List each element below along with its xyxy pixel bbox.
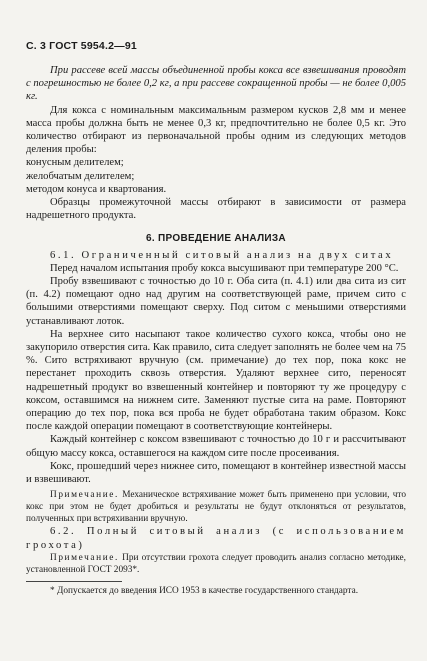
paragraph-drying: Перед началом испытания пробу кокса высушивают при температуре 200 °С. xyxy=(50,262,399,274)
note-no-screen xyxy=(26,552,406,576)
paragraph-sample-mass: Для кокса с номинальным максимальным размером кусков 2,8 мм и менее масса пробы должна быть не менее 0,3 кг, предпочтительно не более 0,5 кг. Это количество отбирают из первоначальной пробы одним из следующих методов деления пробы: xyxy=(26,104,406,156)
subsection-title-6-2: 6.2. Полный ситовый анализ (с использованием грохота) xyxy=(26,526,406,551)
document-body xyxy=(26,64,406,597)
footnote: * Допускается до введения ИСО 1953 в качестве государственного стандарта. xyxy=(50,585,359,596)
list-item: конусным делителем; xyxy=(26,157,124,169)
section-title: 6. ПРОВЕДЕНИЕ АНАЛИЗА xyxy=(146,233,286,245)
subsection-title-6-1: 6.1. Ограниченный ситовый анализ на двух ситах xyxy=(50,249,394,261)
list-item: методом конуса и квартования. xyxy=(26,183,167,195)
paragraph-undersize: Кокс, прошедший через нижнее сито, помещают в контейнер известной массы и взвешивают. xyxy=(26,460,406,486)
note-label: Примечание. xyxy=(50,552,119,563)
note-text: При отсутствии грохота следует проводить анализ согласно методике, установленной ГОСТ 2093*. xyxy=(26,552,406,575)
paragraph-weighing: Пробу взвешивают с точностью до 10 г. Оба сита (п. 4.1) или два сита из сит (п. 4.2) помещают одно над другим на соответствующей раме, причем сито с большими отверстиями помещают сверху. Под ситом с меньшими отверстиями устанавливают лоток. xyxy=(26,276,406,327)
note-text: Механическое встряхивание может быть применено при условии, что кокс при этом не будет дробиться и результаты не будут отклоняться от результатов, полученных при встряхивании вручную. xyxy=(26,490,406,525)
note-label: Примечание. xyxy=(50,490,119,501)
paragraph-sieving-accuracy: При рассеве всей массы объединенной пробы кокса все взвешивания проводят с погрешностью не более 0,2 кг, а при рассеве сокращенной пробы — не более 0,005 кг. xyxy=(26,65,406,103)
note-mechanical-shaking xyxy=(26,489,406,525)
footnote-divider xyxy=(26,581,122,582)
paragraph-sieving-procedure: На верхнее сито насыпают такое количество сухого кокса, чтобы оно не закупорило отверстия сита. Как правило, сита следует заполнять не более чем на 75 %. Сито встряхивают вручную (см. примечание) до тех пор, пока кокс не перестанет проходить сквозь отверстия. Удаляют верхнее сито, переносят надрешетный продукт во взвешенный контейнер и повторяют ту же процедуру с коксом, оставшимся на нижнем сите. Заменяют пустые сита на раме. Повторяют операцию до тех пор, пока вся проба не будет обработана таким образом. Кокс после каждой операции помещают в соответствующие контейнеры. xyxy=(26,328,406,433)
page-header: С. 3 ГОСТ 5954.2—91 xyxy=(26,40,137,52)
list-item: желобчатым делителем; xyxy=(26,170,135,182)
paragraph-container-weighing: Каждый контейнер с коксом взвешивают с точностью до 10 г и рассчитывают общую массу кокса, оставшегося на каждом сите после просеивания. xyxy=(26,434,406,459)
paragraph-intermediate-samples: Образцы промежуточной массы отбирают в зависимости от размера надрешетного продукта. xyxy=(26,197,406,222)
